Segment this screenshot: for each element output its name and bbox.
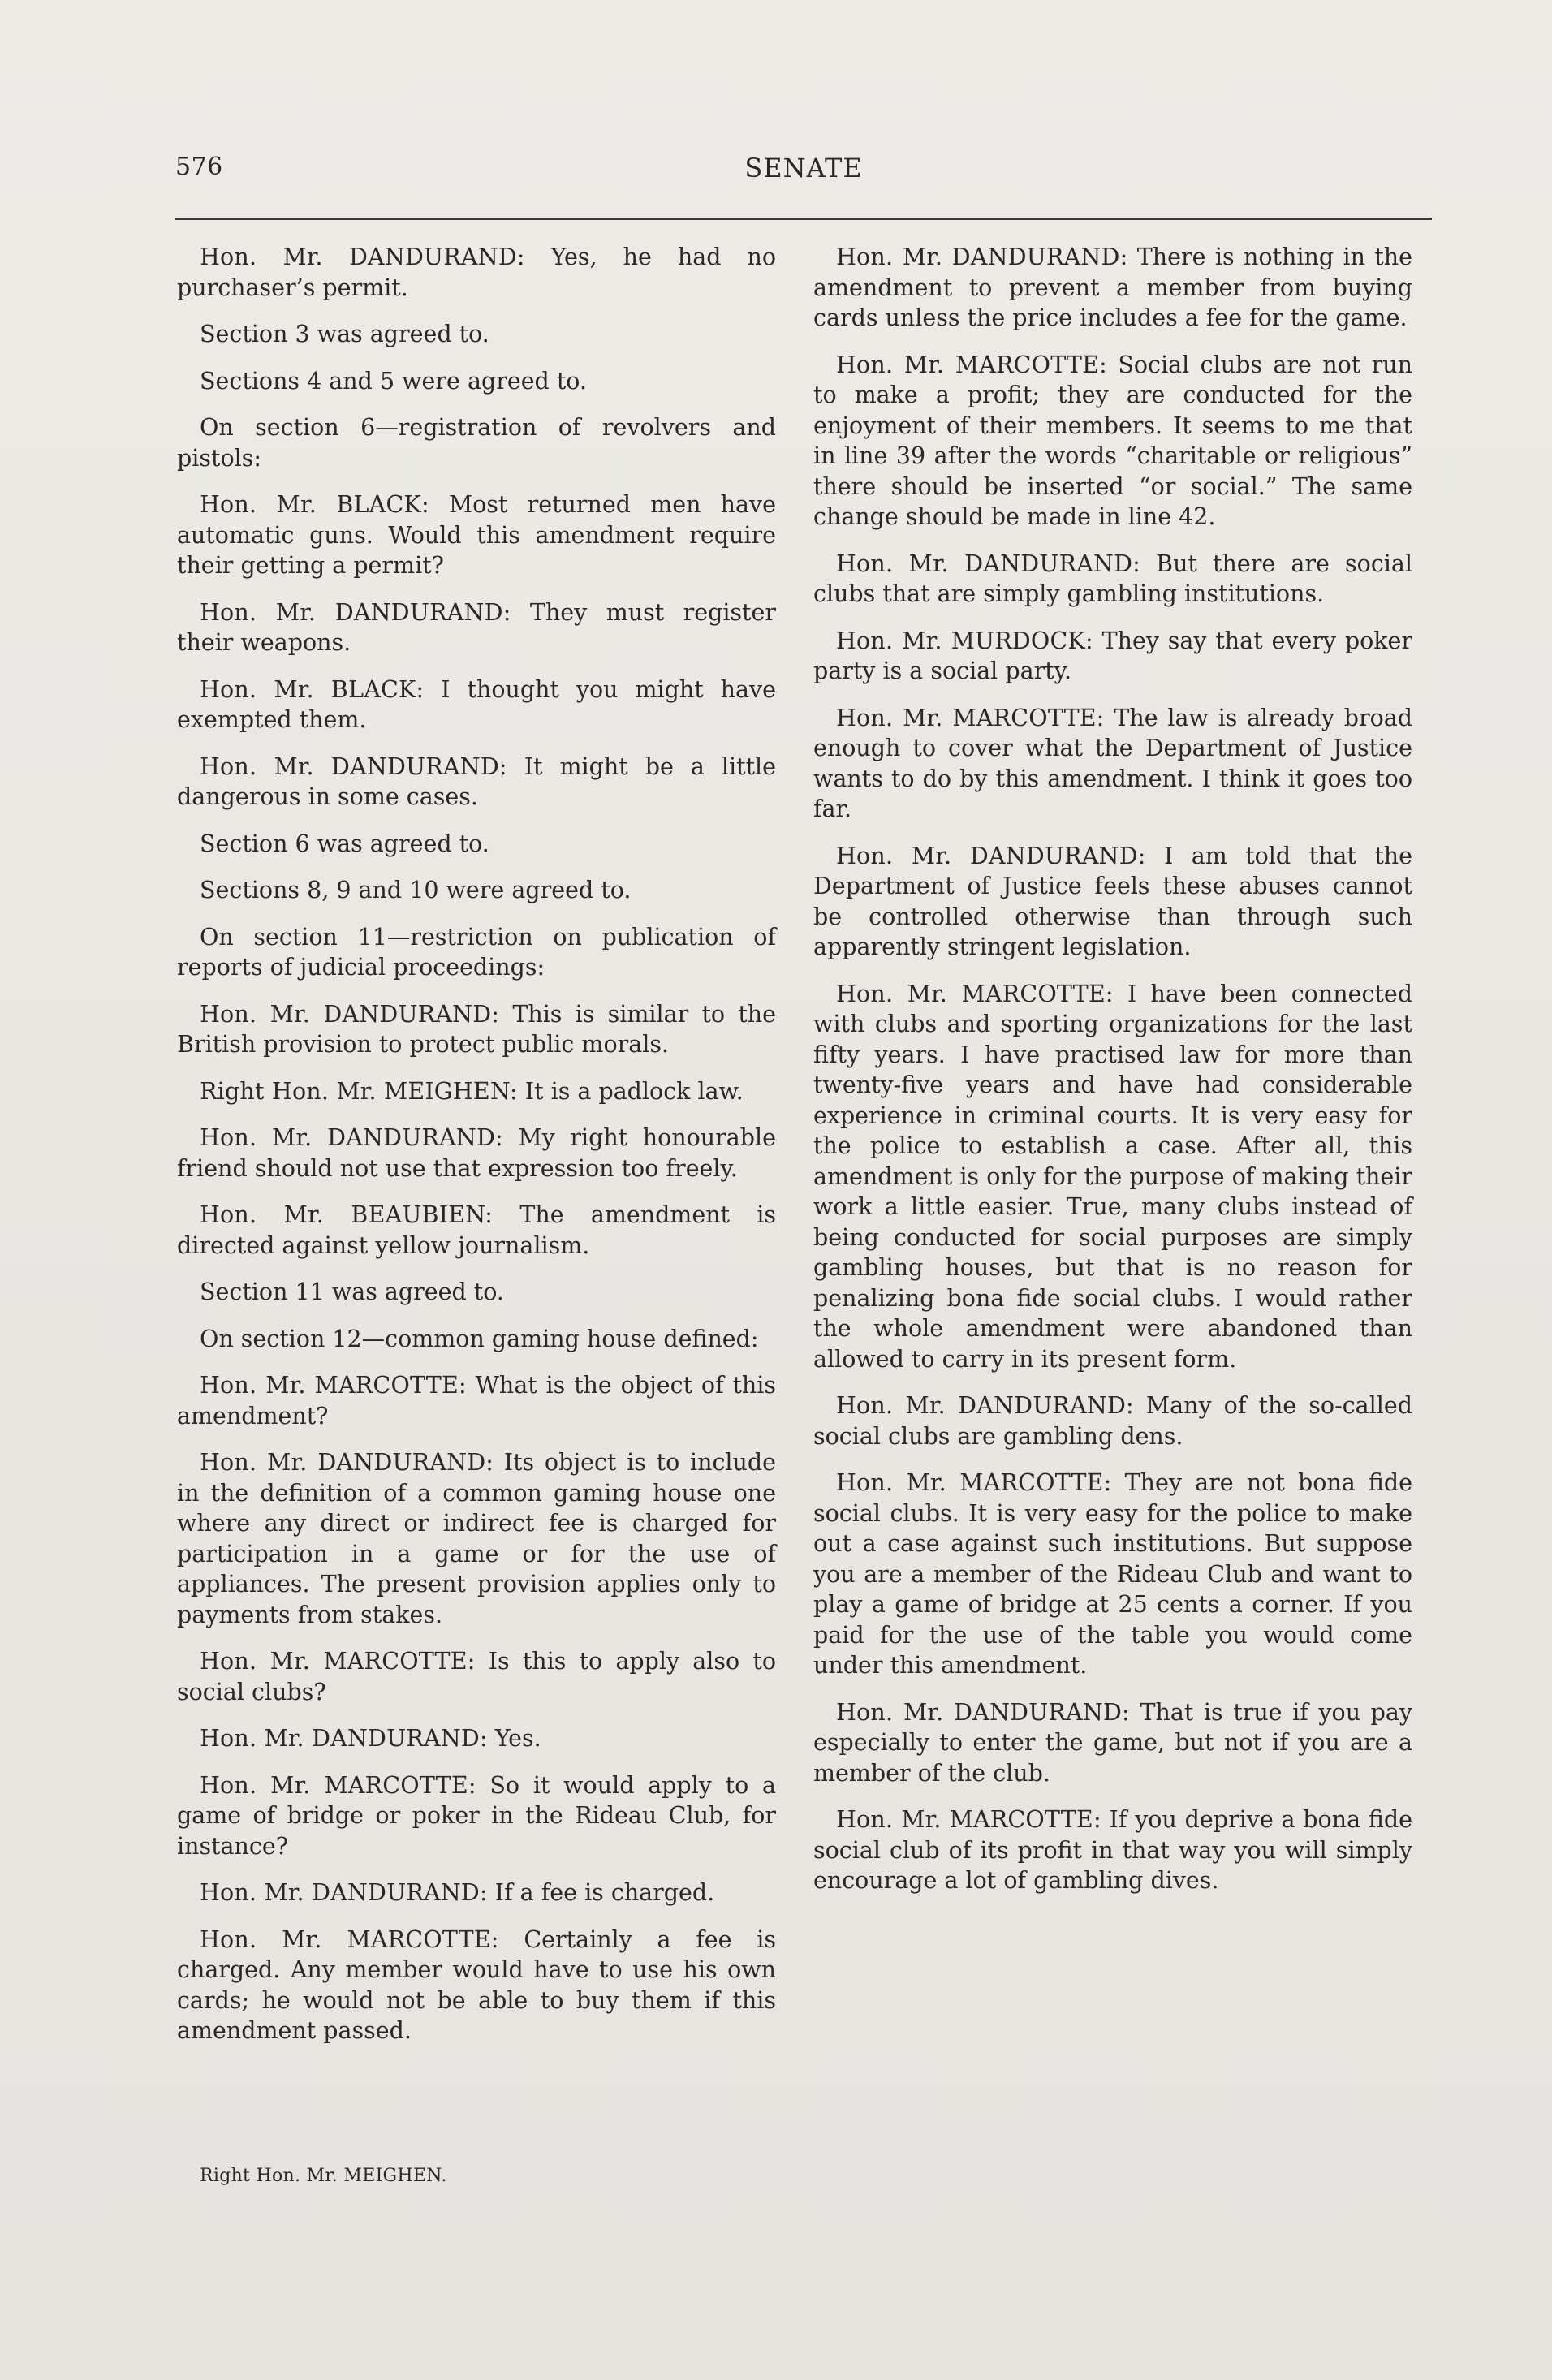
paragraph-text: The law is already broad enough to cover what the Department of Justice wants to do by this amendment. I think it goes too far. <box>813 704 1412 822</box>
paragraph <box>177 1076 776 1107</box>
page-number: 576 <box>175 153 223 181</box>
paragraph-text: It is a padlock law. <box>517 1077 744 1105</box>
paragraph-text: Is this to apply also to social clubs? <box>177 1648 776 1705</box>
paragraph <box>177 922 776 983</box>
paragraph-text: They must register their weapons. <box>177 598 777 656</box>
paragraph <box>177 366 776 397</box>
speaker-name: Hon. Mr. MARCOTTE: <box>200 1771 476 1799</box>
paragraph <box>177 875 776 906</box>
paragraph <box>177 1878 776 1908</box>
paragraph <box>177 1925 776 2046</box>
paragraph-text: Most returned men have automatic guns. Would this amendment require their getting a permit? <box>177 491 776 579</box>
paragraph <box>813 626 1412 687</box>
paragraph <box>813 1804 1412 1896</box>
paragraph <box>813 242 1412 334</box>
paragraph-text: The amendment is directed against yellow journalism. <box>177 1201 776 1259</box>
speaker-name: Hon. Mr. DANDURAND: <box>200 1000 500 1028</box>
paragraph <box>813 549 1412 610</box>
paragraph-text: There is nothing in the amendment to prevent a member from buying cards unless the price includes a fee for the game. <box>813 244 1412 331</box>
paragraph <box>177 597 776 658</box>
paragraph-text: So it would apply to a game of bridge or poker in the Rideau Club, for instance? <box>177 1771 777 1860</box>
speaker-name: Hon. Mr. BLACK: <box>200 675 425 703</box>
paragraph-text: Its object is to include in the definition of a common gaming house one where any direct or indirect fee is charged for participation in a game or for the use of appliances. The present provision applies only to payments from stakes. <box>177 1449 776 1628</box>
header-rule <box>175 218 1432 220</box>
paragraph <box>177 999 776 1060</box>
paragraph <box>813 1390 1412 1451</box>
paragraph <box>177 675 776 735</box>
speaker-name: Hon. Mr. DANDURAND: <box>200 1879 488 1906</box>
speaker-name: Hon. Mr. DANDURAND: <box>200 1449 494 1476</box>
speaker-name: Hon. Mr. MARCOTTE: <box>836 980 1114 1007</box>
speaker-name: Hon. Mr. MARCOTTE: <box>200 1372 467 1399</box>
paragraph-text: Section 6 was agreed to. <box>200 830 489 857</box>
paragraph <box>813 350 1412 532</box>
paragraph <box>813 1697 1412 1789</box>
paragraph <box>813 979 1412 1375</box>
paragraph-text: I have been connected with clubs and sporting organizations for the last fifty years. I have practised law for more than twenty-five years and have had considerable experience in criminal courts. It is very easy for the police to establish a case. After all, this amendment is only for the purpose of making their work a little easier. True, many clubs instead of being conducted for social purposes are simply gambling houses, but that is no reason for penalizing bona fide social clubs. I would rather the whole amendment were abandoned than allowed to carry in its present form. <box>813 980 1412 1373</box>
speaker-name: Hon. Mr. BLACK: <box>200 491 429 518</box>
paragraph-text: This is similar to the British provision to protect public morals. <box>177 1000 776 1058</box>
paragraph-text: Sections 8, 9 and 10 were agreed to. <box>200 877 632 903</box>
paragraph-text: Sections 4 and 5 were agreed to. <box>200 367 588 395</box>
paragraph-text: I thought you might have exempted them. <box>177 675 776 733</box>
paragraph <box>177 1447 776 1630</box>
paragraph-text: But there are social clubs that are simply gambling institutions. <box>813 550 1412 607</box>
paragraph-text: Certainly a fee is charged. Any member would have to use his own cards; he would not be able to buy them if this amendment passed. <box>177 1925 776 2044</box>
paragraph-text: They say that every poker party is a social party. <box>813 627 1412 684</box>
speaker-name: Hon. Mr. DANDURAND: <box>200 598 511 626</box>
speaker-name: Hon. Mr. MARCOTTE: <box>200 1925 499 1953</box>
paragraph <box>177 1770 776 1862</box>
speaker-name: Hon. Mr. MARCOTTE: <box>836 1469 1112 1496</box>
speaker-name: Hon. Mr. DANDURAND: <box>836 1698 1130 1726</box>
paragraph-text: They are not bona fide social clubs. It is very easy for the police to make out a case against such institutions. But suppose you are a member of the Rideau Club and want to play a game of bridge at 25 cents a corner. If you paid for the use of the table you would come under this amendment. <box>813 1469 1412 1679</box>
paragraph <box>177 752 776 813</box>
speaker-name: Hon. Mr. DANDURAND: <box>836 550 1140 577</box>
paragraph <box>177 1277 776 1308</box>
paragraph <box>177 319 776 350</box>
paragraph-text: I am told that the Department of Justice feels these abuses cannot be controlled otherwise than through such apparently stringent legislation. <box>813 842 1413 960</box>
page-header <box>175 153 1432 192</box>
paragraph-text: If a fee is charged. <box>487 1879 715 1906</box>
speaker-name: Right Hon. Mr. MEIGHEN: <box>200 1077 518 1105</box>
speaker-name: Hon. Mr. DANDURAND: <box>836 1392 1134 1419</box>
paragraph-text: On section 6—registration of revolvers and pistols: <box>177 414 776 472</box>
paragraph <box>177 1646 776 1707</box>
speaker-name: Hon. Mr. DANDURAND: <box>200 752 507 780</box>
paragraph <box>177 1200 776 1261</box>
paragraph-text: It might be a little dangerous in some cases. <box>177 752 776 810</box>
speaker-name: Hon. Mr. DANDURAND: <box>200 244 525 270</box>
paragraph-text: My right honourable friend should not use that expression too freely. <box>177 1124 776 1182</box>
right-column <box>813 242 1412 1912</box>
paragraph <box>177 242 776 303</box>
speaker-name: Hon. Mr. DANDURAND: <box>836 244 1128 270</box>
paragraph <box>813 841 1412 963</box>
speaker-name: Hon. Mr. DANDURAND: <box>200 1124 503 1151</box>
paragraph <box>177 489 776 581</box>
paragraph <box>813 1468 1412 1681</box>
paragraph <box>177 829 776 860</box>
paragraph <box>177 1324 776 1355</box>
paragraph-text: Section 3 was agreed to. <box>200 321 489 347</box>
paragraph <box>177 1370 776 1431</box>
running-head: SENATE <box>744 153 863 183</box>
paragraph-text: Yes. <box>487 1725 541 1752</box>
speaker-name: Hon. Mr. BEAUBIEN: <box>200 1201 494 1228</box>
speaker-name: Hon. Mr. MURDOCK: <box>836 627 1093 654</box>
speaker-name: Hon. Mr. MARCOTTE: <box>200 1648 476 1675</box>
speaker-name: Hon. Mr. DANDURAND: <box>836 842 1146 869</box>
paragraph <box>177 412 776 473</box>
paragraph-text: Yes, he had no purchaser’s permit. <box>177 244 777 301</box>
paragraph-text: Section 11 was agreed to. <box>200 1278 504 1305</box>
speaker-name: Hon. Mr. MARCOTTE: <box>836 351 1107 378</box>
speaker-name: Hon. Mr. MARCOTTE: <box>836 704 1105 731</box>
paragraph <box>177 1723 776 1754</box>
paragraph-text: Social clubs are not run to make a profit; they are conducted for the enjoyment of their members. It seems to me that in line 39 after the words “charitable or religious” there should be inserted “or social.” The same change should be made in line 42. <box>813 351 1412 530</box>
paragraph-text: On section 12—common gaming house defined: <box>200 1325 759 1352</box>
paragraph-text: If you deprive a bona fide social club of its profit in that way you will simply encourage a lot of gambling dives. <box>813 1806 1412 1894</box>
paragraph <box>813 703 1412 825</box>
speaker-name: Hon. Mr. MARCOTTE: <box>836 1806 1101 1833</box>
paragraph-text: On section 11—restriction on publication of reports of judicial proceedings: <box>177 923 776 981</box>
paragraph <box>177 1123 776 1184</box>
speaker-name: Hon. Mr. DANDURAND: <box>200 1725 488 1752</box>
left-column <box>177 242 776 2063</box>
paragraph-text: Many of the so-called social clubs are gambling dens. <box>813 1392 1412 1450</box>
paragraph-text: That is true if you pay especially to enter the game, but not if you are a member of the club. <box>813 1698 1412 1787</box>
paragraph-text: What is the object of this amendment? <box>177 1372 776 1429</box>
footer-catchword: Right Hon. Mr. MEIGHEN. <box>200 2166 447 2186</box>
